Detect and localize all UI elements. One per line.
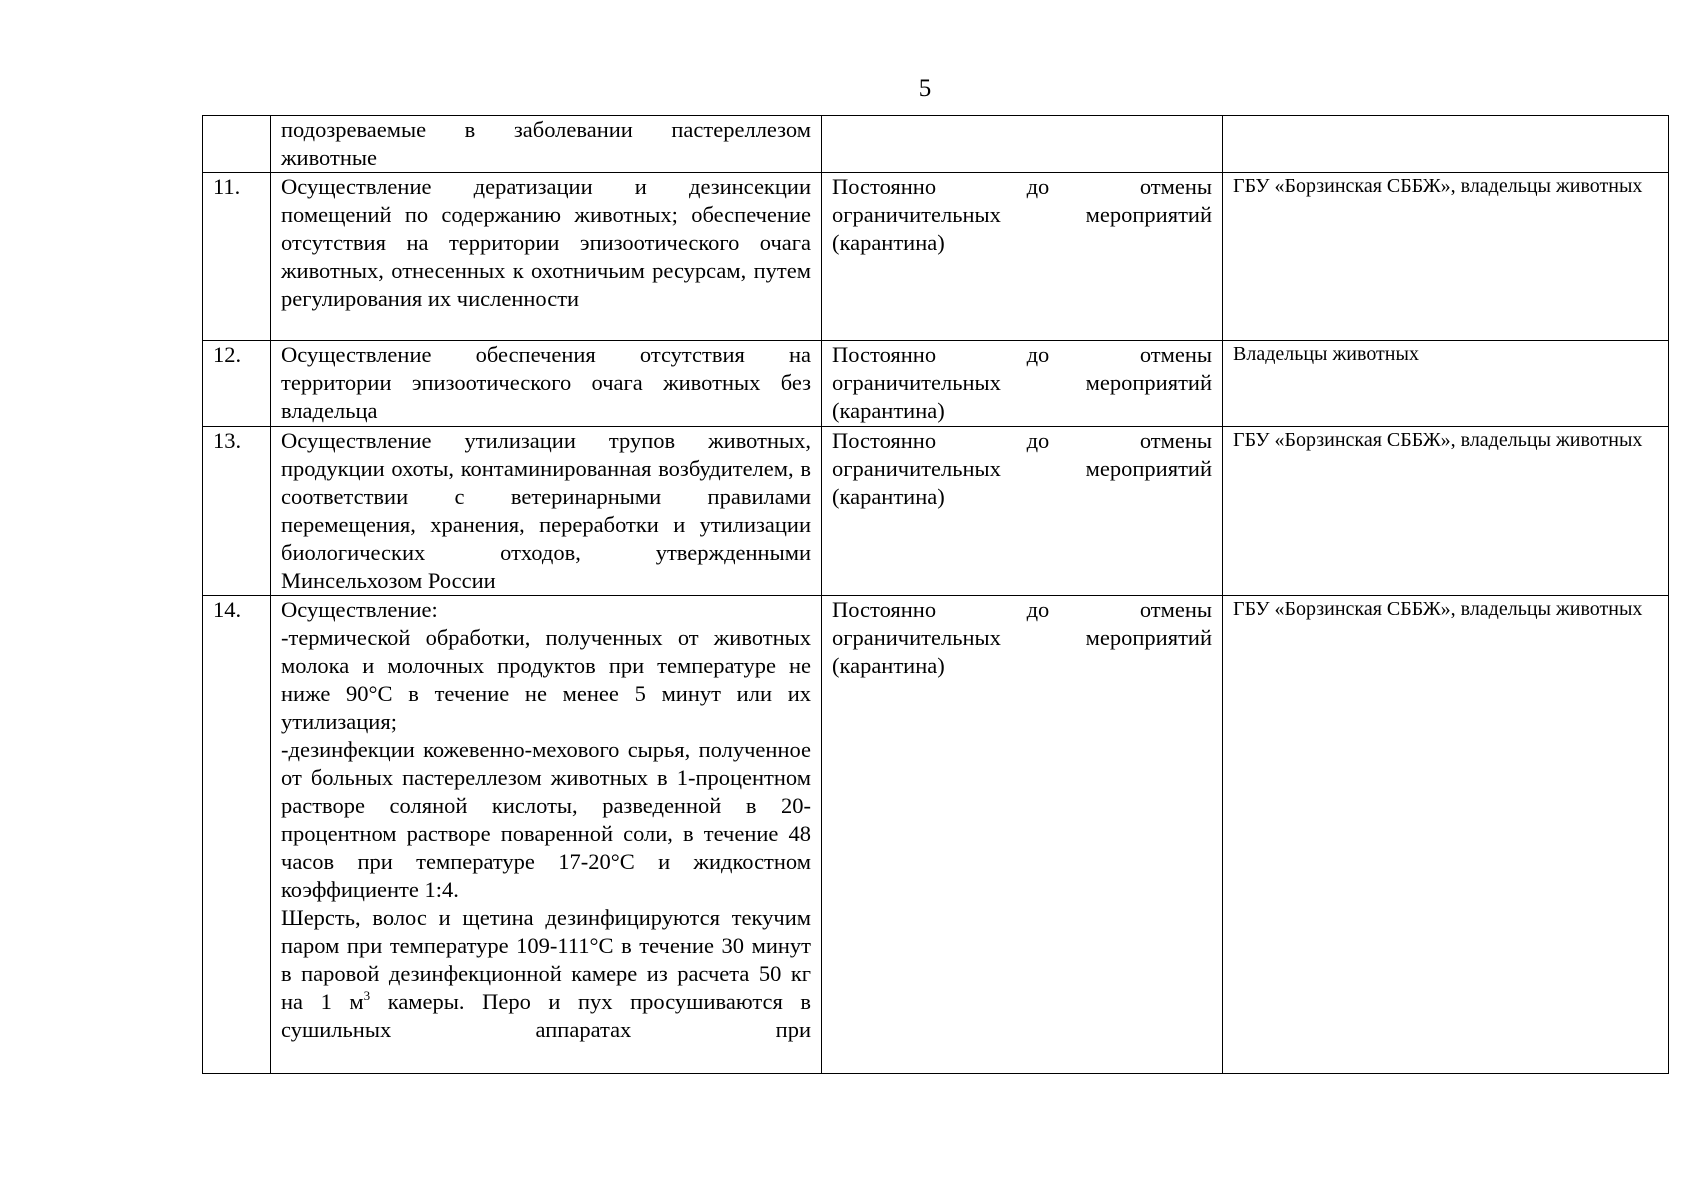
responsible-cell: ГБУ «Борзинская СББЖ», владельцы животных	[1223, 427, 1669, 596]
action-text	[281, 904, 811, 1044]
row-number: 12.	[203, 341, 271, 427]
action-text: Осуществление обеспечения отсутствия на территории эпизоотического очага животных без владельца	[281, 342, 811, 423]
action-cell	[271, 341, 822, 427]
row-number: 13.	[203, 427, 271, 596]
responsible-cell: Владельцы животных	[1223, 341, 1669, 427]
term-cell: Постоянно до отмены ограничительных мероприятий (карантина)	[822, 173, 1223, 341]
row-number	[203, 116, 271, 173]
table-row	[203, 116, 1669, 173]
table-row	[203, 596, 1669, 1074]
term-cell: Постоянно до отмены ограничительных мероприятий (карантина)	[822, 596, 1223, 1074]
action-text: подозреваемые в заболевании пастереллезом животные	[281, 117, 811, 170]
action-text: Осуществление:	[281, 597, 438, 622]
table-row	[203, 173, 1669, 341]
table-row	[203, 341, 1669, 427]
term-cell: Постоянно до отмены ограничительных мероприятий (карантина)	[822, 427, 1223, 596]
responsible-cell	[1223, 116, 1669, 173]
page-number: 5	[918, 75, 932, 102]
row-number: 11.	[203, 173, 271, 341]
table-row	[203, 427, 1669, 596]
action-cell	[271, 173, 822, 341]
superscript: 3	[363, 988, 371, 1003]
action-cell	[271, 596, 822, 1074]
action-text: Осуществление утилизации трупов животных, продукции охоты, контаминированная возбудителем, в соответствии с ветеринарными правилами перемещения, хранения, переработки и утилизации биологических отходов, утвержденными Минсельхозом России	[281, 428, 811, 593]
responsible-cell: ГБУ «Борзинская СББЖ», владельцы животных	[1223, 596, 1669, 1074]
action-text-part: камеры. Перо и пух просушиваются в сушильных аппаратах при	[281, 989, 811, 1042]
action-text: -термической обработки, полученных от животных молока и молочных продуктов при температуре не ниже 90°С в течение не менее 5 минут или их утилизация;	[281, 625, 811, 734]
action-text: Осуществление дератизации и дезинсекции помещений по содержанию животных; обеспечение отсутствия на территории эпизоотического очага животных, отнесенных к охотничьим ресурсам, путем регулирования их численности	[281, 174, 811, 311]
action-cell	[271, 116, 822, 173]
responsible-cell: ГБУ «Борзинская СББЖ», владельцы животных	[1223, 173, 1669, 341]
measures-table	[202, 115, 1669, 1074]
action-text: -дезинфекции кожевенно-мехового сырья, полученное от больных пастереллезом животных в 1-процентном растворе соляной кислоты, разведенной в 20-процентном растворе поваренной соли, в течение 48 часов при температуре 17-20°С и жидкостном коэффициенте 1:4.	[281, 737, 811, 902]
row-number: 14.	[203, 596, 271, 1074]
action-text-part: Шерсть, волос и щетина дезинфицируются текучим паром при температуре 109-111°С в течение 30 минут в паровой дезинфекционной камере из расчета 50 кг на 1 м	[281, 905, 811, 1014]
term-cell: Постоянно до отмены ограничительных мероприятий (карантина)	[822, 341, 1223, 427]
term-cell	[822, 116, 1223, 173]
action-cell	[271, 427, 822, 596]
